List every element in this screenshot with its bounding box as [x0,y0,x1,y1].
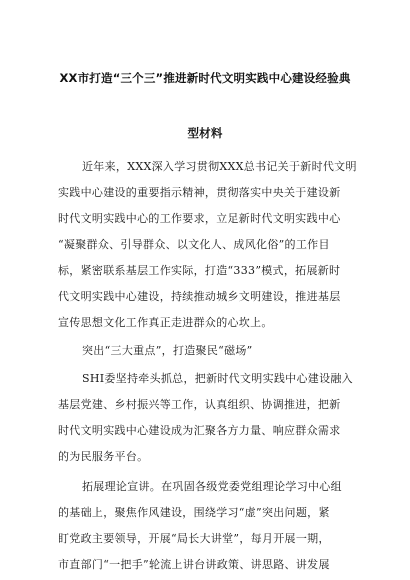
paragraph-1-line: 代文明实践中心建设，持续推动城乡文明建设，推进基层 [58,290,341,303]
paragraph-2-line: SHI委坚持牵头抓总，把新时代文明实践中心建设融入 [82,372,353,385]
paragraph-1-line: 宣传思想文化工作真正走进群众的心坎上。 [58,316,273,329]
paragraph-1-line: 标，紧密联系基层工作实际，打造“333”模式，拓展新时 [58,264,341,277]
paragraph-1-line: 近年来，XXX深入学习贯彻XXX总书记关于新时代文明 [82,160,357,173]
paragraph-2-line: 的为民服务平台。 [58,450,149,463]
paragraph-3-line: 市直部门“一把手”轮流上讲台讲政策、讲思路、讲发展 [58,558,330,571]
paragraph-2-line: 基层党建、乡村振兴等工作，认真组织、协调推进，把新 [58,398,341,411]
document-title-line-1: XX市打造“三个三”推进新时代文明实践中心建设经验典 [59,71,351,85]
paragraph-1-line: 时代文明实践中心的工作要求，立足新时代文明实践中心 [58,212,341,225]
paragraph-3-line: 拓展理论宣讲。在巩固各级党委党组理论学习中心组 [82,480,342,493]
document-title-line-2: 型材料 [187,126,223,140]
paragraph-3-line: 盯党政主要领导，开展“局长大讲堂”，每月开展一期， [58,532,330,545]
paragraph-2-line: 时代文明实践中心建设成为汇聚各方力量、响应群众需求 [58,424,341,437]
paragraph-1-line: 实践中心建设的重要指示精神，贯彻落实中央关于建设新 [58,186,341,199]
paragraph-1-line: “凝聚群众、引导群众、以文化人、成风化俗”的工作目 [58,238,330,251]
paragraph-3-line: 的基础上，聚焦作风建设，围绕学习“虚”突出问题，紧 [58,506,330,519]
section-heading: 突出“三大重点”，打造聚民“磁场” [82,344,253,357]
